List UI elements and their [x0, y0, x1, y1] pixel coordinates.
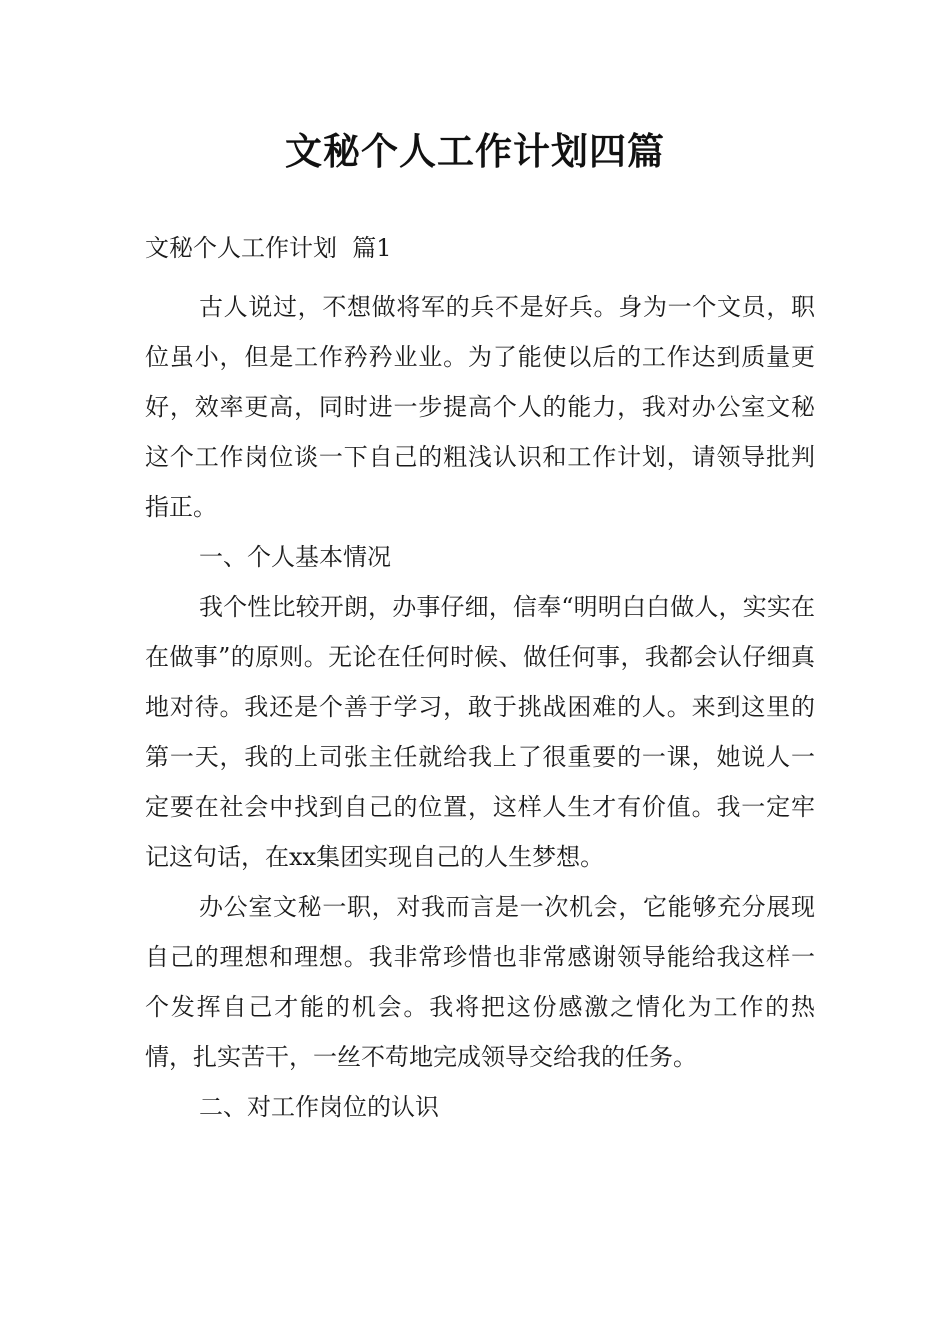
document-body [145, 282, 815, 1132]
heading-job-understanding: 二、对工作岗位的认识 [199, 1093, 439, 1121]
document-title: 文秘个人工作计划四篇 [285, 129, 665, 173]
paragraph-personality: 我个性比较开朗，办事仔细，信奉“明明白白做人，实实在在做事”的原则。无论在任何时候、做任何事，我都会认仔细真地对待。我还是个善于学习，敢于挑战困难的人。来到这里的第一天，我的上司张主任就给我上了很重要的一课，她说人一定要在社会中找到自己的位置，这样人生才有价值。我一定牢记这句话，在xx集团实现自己的人生梦想。 [145, 593, 815, 871]
paragraph-opportunity: 办公室文秘一职，对我而言是一次机会，它能够充分展现自己的理想和理想。我非常珍惜也非常感谢领导能给我这样一个发挥自己才能的机会。我将把这份感激之情化为工作的热情，扎实苦干，一丝不苟地完成领导交给我的任务。 [145, 893, 815, 1071]
heading-basic-info: 一、个人基本情况 [199, 543, 391, 571]
section-heading: 文秘个人工作计划 篇1 [145, 234, 392, 262]
paragraph-intro: 古人说过，不想做将军的兵不是好兵。身为一个文员，职位虽小，但是工作矜矜业业。为了能使以后的工作达到质量更好，效率更高，同时进一步提高个人的能力，我对办公室文秘这个工作岗位谈一下自己的粗浅认识和工作计划，请领导批判指正。 [145, 293, 815, 521]
